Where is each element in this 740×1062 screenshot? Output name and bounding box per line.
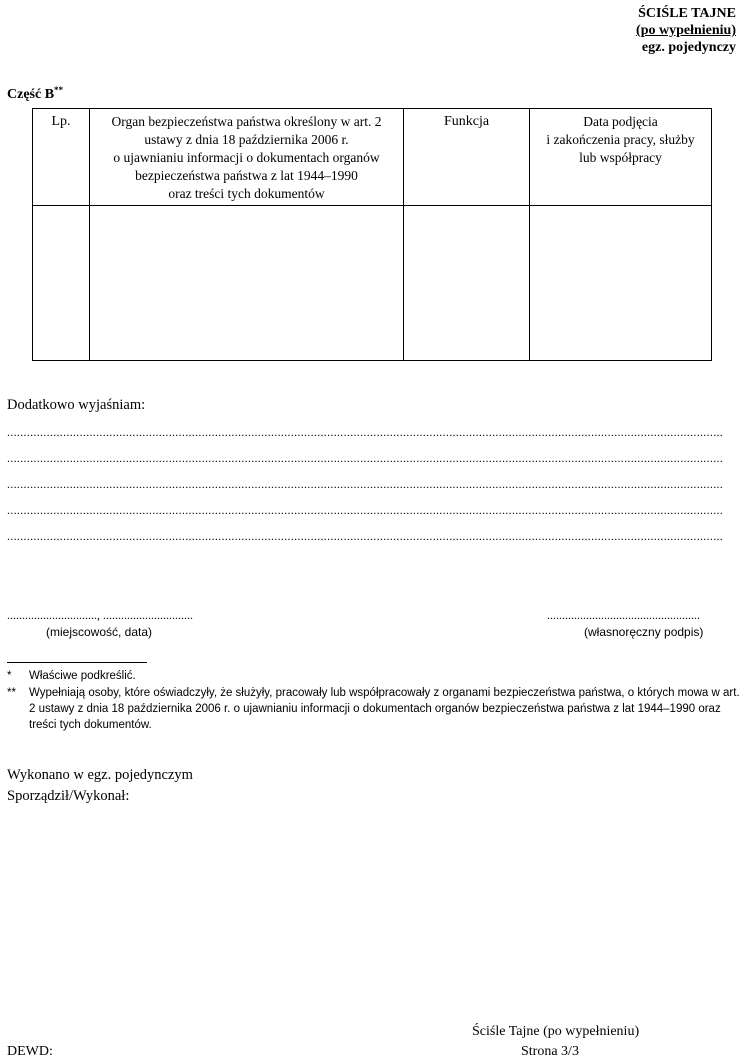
classification-note: (po wypełnieniu) — [636, 23, 736, 38]
column-header-organ-line: bezpieczeństwa państwa z lat 1944–1990 — [135, 168, 358, 183]
classification-label: ŚCIŚLE TAJNE — [638, 6, 736, 21]
part-title-text: Część B — [7, 87, 55, 102]
explanation-line[interactable]: ......................................................................................................................................................................................................................... — [7, 426, 724, 438]
column-header-data-line: i zakończenia pracy, służby — [546, 132, 695, 147]
footnote-mark: ** — [7, 687, 16, 699]
cell-organ[interactable] — [90, 206, 404, 361]
column-header-data-line: Data podjęcia — [583, 114, 658, 129]
place-date-caption: (miejscowość, data) — [46, 625, 153, 639]
column-header-lp — [33, 109, 90, 206]
footnote-item — [7, 668, 735, 684]
column-header-organ-line: oraz treści tych dokumentów — [168, 186, 325, 201]
footnote-text: Wypełniają osoby, które oświadczyły, że służyły, pracowały lub współpracowały z organami bezpieczeństwa państwa, o których mowa w art. 2 ustawy z dnia 18 października 2006 r. o ujawnianiu informacji o dokumentach organów bezpieczeństwa państwa z lat 1944–1990 oraz treści tych dokumentów. — [29, 687, 740, 731]
place-date-field[interactable]: .............................., .............................. — [7, 608, 193, 622]
column-header-organ — [90, 109, 404, 206]
column-header-organ-line: ustawy z dnia 18 października 2006 r. — [144, 132, 349, 147]
column-header-funkcja — [404, 109, 530, 206]
explanation-label: Dodatkowo wyjaśniam: — [7, 397, 146, 413]
column-header-funkcja-text: Funkcja — [443, 114, 490, 129]
cell-data[interactable] — [530, 206, 712, 361]
footnote-divider — [7, 662, 147, 663]
footnote-item — [7, 685, 740, 735]
copy-note: egz. pojedynczy — [641, 40, 736, 55]
prepared-by-label: Sporządził/Wykonał: — [7, 788, 130, 804]
organ-table — [32, 108, 712, 361]
footer-classification: Ściśle Tajne (po wypełnieniu) — [472, 1024, 640, 1039]
footer-registry: DEWD: — [7, 1044, 53, 1059]
explanation-line[interactable]: ......................................................................................................................................................................................................................... — [7, 452, 724, 464]
column-header-data-line: lub współpracy — [579, 150, 662, 165]
column-header-organ-line: Organ bezpieczeństwa państwa określony w art. 2 — [111, 114, 382, 129]
part-title-marker: ** — [54, 85, 64, 95]
footnote-text: Właściwe podkreślić. — [29, 670, 136, 682]
classification-block — [636, 5, 736, 56]
copies-note: Wykonano w egz. pojedynczym — [7, 767, 193, 783]
column-header-data — [530, 109, 712, 206]
table-row — [33, 206, 712, 361]
footnote-mark: * — [7, 670, 12, 682]
explanation-line[interactable]: ......................................................................................................................................................................................................................... — [7, 504, 724, 516]
signature-caption: (własnoręczny podpis) — [584, 625, 704, 639]
cell-funkcja[interactable] — [404, 206, 530, 361]
part-title — [7, 87, 63, 103]
explanation-line[interactable]: ......................................................................................................................................................................................................................... — [7, 478, 724, 490]
column-header-organ-line: o ujawnianiu informacji o dokumentach organów — [113, 150, 380, 165]
cell-lp[interactable] — [33, 206, 90, 361]
signature-field[interactable]: ................................................... — [547, 608, 700, 622]
column-header-lp-text: Lp. — [51, 114, 71, 129]
footer-page: Strona 3/3 — [521, 1044, 579, 1059]
explanation-line[interactable]: ......................................................................................................................................................................................................................... — [7, 530, 724, 542]
table-header-row — [33, 109, 712, 206]
